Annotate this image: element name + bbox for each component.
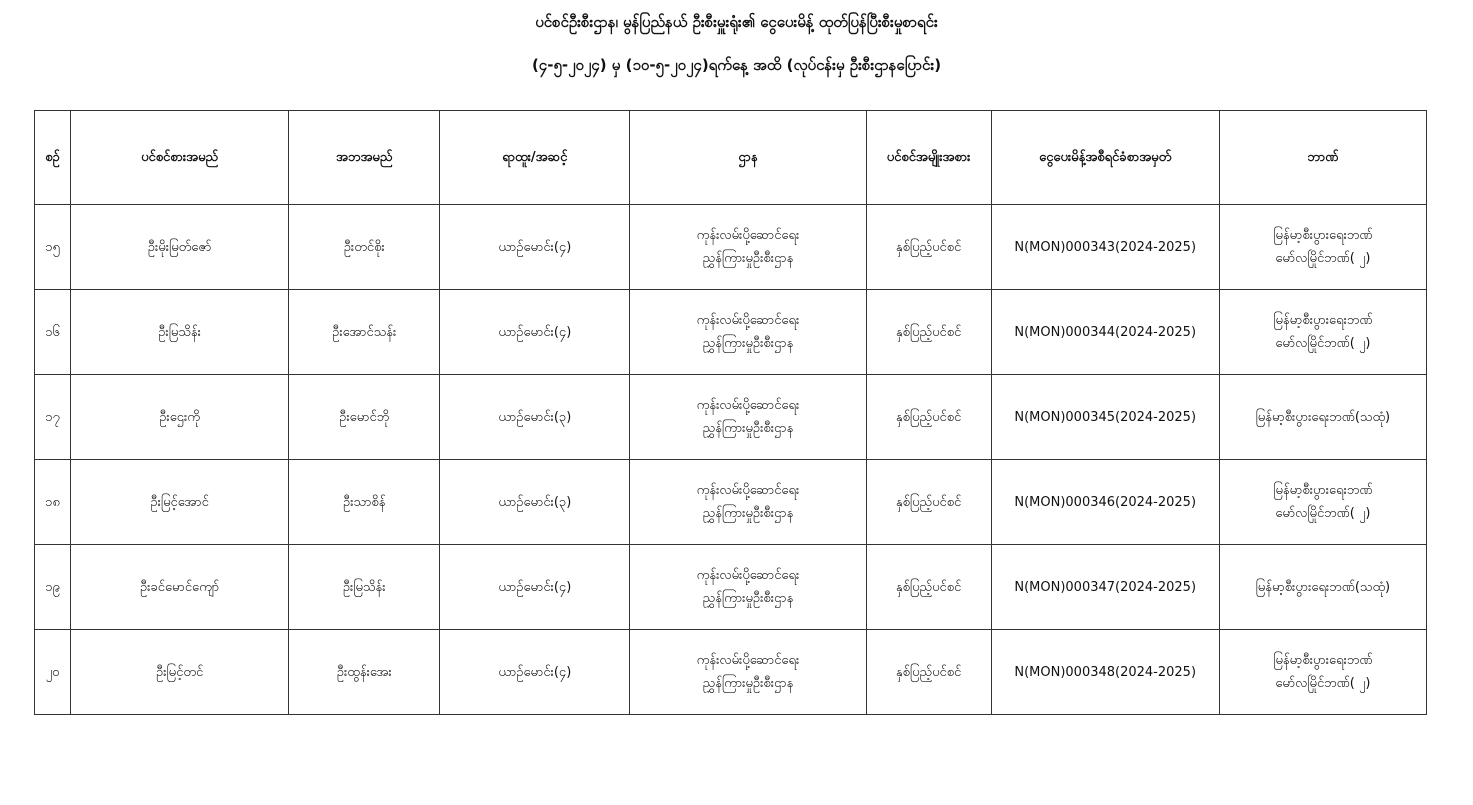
cell-pension-type: နှစ်ပြည့်ပင်စင် <box>866 290 991 375</box>
cell-department: ကုန်းလမ်းပို့ဆောင်ရေး ညွှန်ကြားမှုဦးစီးဌာန <box>630 545 866 630</box>
header-pensioner-name: ပင်စင်စားအမည် <box>71 111 289 205</box>
cell-no: ၁၅ <box>35 205 71 290</box>
cell-payment-order-number: N(MON)000348(2024-2025) <box>991 630 1219 715</box>
cell-bank: မြန်မာ့စီးပွားရေးဘဏ် မော်လမြိုင်ဘဏ်( ၂) <box>1219 630 1426 715</box>
table-row <box>35 630 1427 715</box>
header-no: စဉ် <box>35 111 71 205</box>
cell-pensioner-name: ဦးဌေးကို <box>71 375 289 460</box>
cell-no: ၁၉ <box>35 545 71 630</box>
cell-pension-type: နှစ်ပြည့်ပင်စင် <box>866 545 991 630</box>
cell-bank: မြန်မာ့စီးပွားရေးဘဏ် မော်လမြိုင်ဘဏ်( ၂) <box>1219 205 1426 290</box>
table-row <box>35 290 1427 375</box>
cell-payment-order-number: N(MON)000347(2024-2025) <box>991 545 1219 630</box>
cell-father-name: ဦးထွန်းအေး <box>289 630 440 715</box>
cell-payment-order-number: N(MON)000344(2024-2025) <box>991 290 1219 375</box>
cell-department: ကုန်းလမ်းပို့ဆောင်ရေး ညွှန်ကြားမှုဦးစီးဌာန <box>630 375 866 460</box>
cell-department: ကုန်းလမ်းပို့ဆောင်ရေး ညွှန်ကြားမှုဦးစီးဌာန <box>630 290 866 375</box>
cell-father-name: ဦးမောင်ဘို <box>289 375 440 460</box>
cell-father-name: ဦးမြသိန်း <box>289 545 440 630</box>
cell-pension-type: နှစ်ပြည့်ပင်စင် <box>866 630 991 715</box>
cell-department: ကုန်းလမ်းပို့ဆောင်ရေး ညွှန်ကြားမှုဦးစီးဌာန <box>630 630 866 715</box>
header-department: ဌာန <box>630 111 866 205</box>
header-bank: ဘာဏ် <box>1219 111 1426 205</box>
table-row <box>35 460 1427 545</box>
cell-no: ၁၈ <box>35 460 71 545</box>
cell-pensioner-name: ဦးမြင့်အောင် <box>71 460 289 545</box>
cell-pensioner-name: ဦးမိုးမြတ်ဇော် <box>71 205 289 290</box>
cell-father-name: ဦးသာစိန် <box>289 460 440 545</box>
cell-bank: မြန်မာ့စီးပွားရေးဘဏ် မော်လမြိုင်ဘဏ်( ၂) <box>1219 460 1426 545</box>
cell-pensioner-name: ဦးမြင့်တင် <box>71 630 289 715</box>
cell-rank: ယာဉ်မောင်း(၄) <box>440 630 630 715</box>
cell-father-name: ဦးအောင်သန်း <box>289 290 440 375</box>
cell-father-name: ဦးတင်စိုး <box>289 205 440 290</box>
cell-rank: ယာဉ်မောင်း(၃) <box>440 460 630 545</box>
header-pension-type: ပင်စင်အမျိုးအစား <box>866 111 991 205</box>
header-payment-order-number: ငွေပေးမိန့်အစီရင်ခံစာအမှတ် <box>991 111 1219 205</box>
table-row <box>35 545 1427 630</box>
table-header-row <box>35 111 1427 205</box>
cell-pension-type: နှစ်ပြည့်ပင်စင် <box>866 375 991 460</box>
cell-department: ကုန်းလမ်းပို့ဆောင်ရေး ညွှန်ကြားမှုဦးစီးဌာန <box>630 205 866 290</box>
cell-bank: မြန်မာ့စီးပွားရေးဘဏ်(သထုံ) <box>1219 545 1426 630</box>
cell-bank: မြန်မာ့စီးပွားရေးဘဏ် မော်လမြိုင်ဘဏ်( ၂) <box>1219 290 1426 375</box>
cell-no: ၁၆ <box>35 290 71 375</box>
header-rank: ရာထူး/အဆင့် <box>440 111 630 205</box>
cell-department: ကုန်းလမ်းပို့ဆောင်ရေး ညွှန်ကြားမှုဦးစီးဌာန <box>630 460 866 545</box>
document-title: ပင်စင်ဦးစီးဌာန၊ မွန်ပြည်နယ် ဦးစီးမှူးရုံး၏ ငွေပေးမိန့် ထုတ်ပြန်ပြီးစီးမှုစာရင်း <box>535 13 938 31</box>
cell-payment-order-number: N(MON)000346(2024-2025) <box>991 460 1219 545</box>
cell-rank: ယာဉ်မောင်း(၄) <box>440 205 630 290</box>
pension-records-table <box>34 110 1427 715</box>
cell-pension-type: နှစ်ပြည့်ပင်စင် <box>866 205 991 290</box>
document-subtitle-date-range: (၄-၅-၂၀၂၄) မှ (၁၀-၅-၂၀၂၄)ရက်နေ့ အထိ (လုပ်ငန်းမှ ဦးစီးဌာနပြောင်း) <box>531 56 942 74</box>
table-row <box>35 205 1427 290</box>
cell-pensioner-name: ဦးမြသိန်း <box>71 290 289 375</box>
cell-pension-type: နှစ်ပြည့်ပင်စင် <box>866 460 991 545</box>
cell-rank: ယာဉ်မောင်း(၄) <box>440 545 630 630</box>
cell-no: ၂၀ <box>35 630 71 715</box>
cell-bank: မြန်မာ့စီးပွားရေးဘဏ်(သထုံ) <box>1219 375 1426 460</box>
cell-rank: ယာဉ်မောင်း(၄) <box>440 290 630 375</box>
cell-rank: ယာဉ်မောင်း(၃) <box>440 375 630 460</box>
cell-payment-order-number: N(MON)000345(2024-2025) <box>991 375 1219 460</box>
cell-no: ၁၇ <box>35 375 71 460</box>
cell-pensioner-name: ဦးခင်မောင်ကျော် <box>71 545 289 630</box>
cell-payment-order-number: N(MON)000343(2024-2025) <box>991 205 1219 290</box>
header-father-name: အဘအမည် <box>289 111 440 205</box>
table-row <box>35 375 1427 460</box>
